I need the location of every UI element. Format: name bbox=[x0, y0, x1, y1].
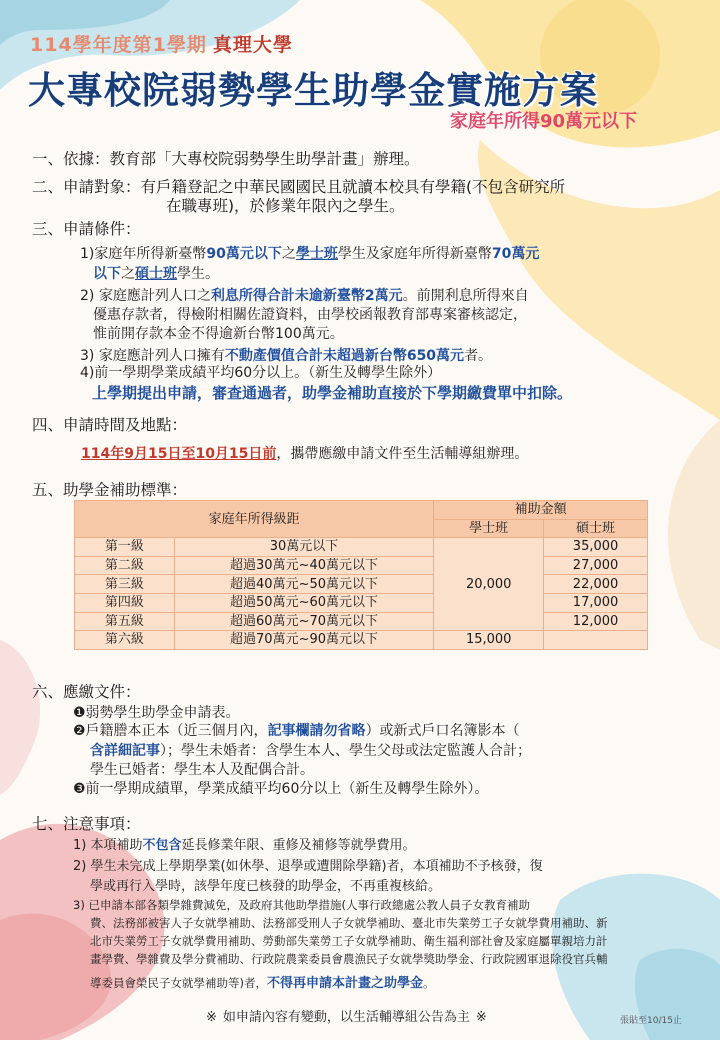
table-row bbox=[75, 538, 648, 557]
text: 之 bbox=[281, 246, 296, 262]
text: 者。 bbox=[464, 348, 493, 364]
master-amount-cell bbox=[544, 631, 648, 650]
master-amount-cell: 27,000 bbox=[544, 556, 648, 575]
section-notes-label: 七、注意事項： bbox=[32, 815, 141, 833]
level-cell: 第四級 bbox=[75, 593, 175, 612]
text: 2) 家庭應計列人口之 bbox=[80, 288, 211, 304]
master-amount-cell: 22,000 bbox=[544, 575, 648, 594]
table-header-bachelor: 學士班 bbox=[434, 519, 544, 538]
star-icon: ※ bbox=[206, 1010, 217, 1025]
section-label: 二、申請對象： bbox=[32, 178, 141, 196]
section-documents-label: 六、應繳文件： bbox=[32, 683, 141, 701]
range-cell: 超過30萬元~40萬元以下 bbox=[174, 556, 433, 575]
level-cell: 第三級 bbox=[75, 575, 175, 594]
level-cell: 第一級 bbox=[75, 538, 175, 557]
range-cell: 30萬元以下 bbox=[174, 538, 433, 557]
emphasis: 記事欄請勿省略 bbox=[267, 723, 366, 739]
table-header-income: 家庭年所得級距 bbox=[75, 501, 434, 538]
text: 之 bbox=[121, 266, 135, 282]
text: 。前開利息所得來自 bbox=[402, 288, 529, 304]
section-conditions-label: 三、申請條件： bbox=[32, 220, 141, 238]
emphasis: 含詳細記事 bbox=[90, 743, 160, 759]
table-header-amount: 補助金額 bbox=[434, 501, 648, 520]
level-cell: 第二級 bbox=[75, 556, 175, 575]
note-3-line4: 畫學費、學雜費及學分費補助、行政院農業委員會農漁民子女就學獎助學金、行政院國軍退除役官兵輔 bbox=[90, 952, 608, 966]
master-amount-cell: 35,000 bbox=[544, 538, 648, 557]
bachelor-amount-cell: 20,000 bbox=[434, 538, 544, 631]
note-2: 2) 學生未完成上學期學業(如休學、退學或遭開除學籍)者，本項補助不予核發，復 bbox=[73, 859, 543, 874]
document-2-line2 bbox=[90, 740, 531, 760]
text: ，攜帶應繳申請文件至生活輔導組辦理。 bbox=[276, 446, 529, 462]
range-cell: 超過50萬元~60萬元以下 bbox=[174, 593, 433, 612]
page-title: 大專校院弱勢學生助學金實施方案 bbox=[28, 69, 598, 112]
range-cell: 超過40萬元~50萬元以下 bbox=[174, 575, 433, 594]
note-3: 3) 已申請本部各類學雜費減免，及政府其他助學措施(人事行政總處公教人員子女教育補助 bbox=[73, 898, 530, 912]
document-1: ❶弱勢學生助學金申請表。 bbox=[73, 705, 240, 721]
semester-text: 114學年度第1學期 bbox=[30, 34, 207, 56]
emphasis: 以下 bbox=[93, 266, 121, 282]
table-header-master: 碩士班 bbox=[544, 519, 648, 538]
emphasis: 不動產價值合計未超過新台幣650萬元 bbox=[224, 348, 465, 364]
text: 學生及家庭年所得新臺幣 bbox=[337, 246, 492, 262]
text: 導委員會榮民子女就學補助等)者， bbox=[90, 976, 267, 990]
note-2-line2: 學或再行入學時，該學年度已核發的助學金，不再重複核給。 bbox=[90, 879, 442, 894]
level-cell: 第五級 bbox=[75, 612, 175, 631]
income-note: 家庭年所得90萬元以下 bbox=[450, 111, 638, 132]
section-timeplace-label: 四、申請時間及地點： bbox=[32, 416, 188, 434]
table-row bbox=[75, 556, 648, 575]
text: 學生。 bbox=[177, 266, 219, 282]
text: 延長修業年限、重修及補修等就學費用。 bbox=[181, 838, 416, 853]
emphasis: 利息所得合計未逾新臺幣2萬元 bbox=[210, 288, 403, 304]
emphasis: 不得再申請本計畫之助學金 bbox=[267, 976, 424, 991]
text: 。 bbox=[423, 976, 435, 990]
section-label: 一、依據： bbox=[32, 150, 110, 168]
emphasis: 學士班 bbox=[295, 246, 338, 262]
text: 1)家庭年所得新臺幣 bbox=[80, 246, 207, 262]
footer-notice bbox=[200, 1006, 493, 1025]
application-dates: 114年9月15日至10月15日前 bbox=[81, 446, 277, 462]
note-3-line5 bbox=[90, 972, 435, 991]
table-row bbox=[75, 575, 648, 594]
text: ）；學生未婚者：含學生本人、學生父母或法定監護人合計； bbox=[160, 743, 531, 759]
table-row bbox=[75, 593, 648, 612]
emphasis: 90萬元以下 bbox=[206, 246, 282, 262]
master-amount-cell: 12,000 bbox=[544, 612, 648, 631]
emphasis: 不包含 bbox=[142, 838, 182, 853]
level-cell: 第六級 bbox=[75, 631, 175, 650]
section-basis bbox=[32, 147, 420, 169]
section-standard-label: 五、助學金補助標準： bbox=[32, 481, 188, 499]
condition-2-line2: 優惠存款者，得檢附相關佐證資料，由學校函報教育部專案審核認定， bbox=[93, 307, 527, 323]
table-row bbox=[75, 631, 648, 650]
timeplace-text bbox=[81, 443, 528, 463]
text: 1) 本項補助 bbox=[73, 838, 143, 853]
eligibility-line2: 在職專班)，於修業年限內之學生。 bbox=[166, 197, 405, 215]
note-1 bbox=[73, 834, 416, 853]
range-cell: 超過60萬元~70萬元以下 bbox=[174, 612, 433, 631]
condition-2-line3: 惟前開存款本金不得逾新台幣100萬元。 bbox=[93, 326, 344, 342]
emphasis: 碩士班 bbox=[135, 266, 177, 282]
section-text: 教育部「大專校院弱勢學生助學計畫」辦理。 bbox=[109, 150, 420, 168]
section-text: 有戶籍登記之中華民國國民且就讀本校具有學籍(不包含研究所 bbox=[140, 178, 566, 196]
star-icon: ※ bbox=[475, 1010, 487, 1025]
master-amount-cell: 17,000 bbox=[544, 593, 648, 612]
footer-text: 如申請內容有變動，以生活輔導組公告為主 bbox=[222, 1010, 470, 1025]
text: 3) 家庭應計列人口擁有 bbox=[80, 348, 225, 364]
condition-1-line2 bbox=[93, 263, 219, 283]
note-3-line3: 北市失業勞工子女就學費用補助、勞動部失業勞工子女就學補助、衛生福利部社會及家庭屬單親培力計 bbox=[90, 934, 608, 948]
table-header-row bbox=[75, 501, 648, 520]
semester-line bbox=[30, 30, 293, 57]
university-name: 真理大學 bbox=[212, 34, 293, 56]
document-2 bbox=[73, 720, 520, 740]
condition-4: 4)前一學期學業成績平均60分以上。（新生及轉學生除外） bbox=[80, 365, 442, 381]
posting-stamp: 張貼至10/15止 bbox=[620, 1016, 682, 1026]
emphasis: 70萬元 bbox=[491, 246, 540, 262]
text: ❷戶籍謄本正本（近三個月內， bbox=[73, 723, 268, 739]
note-3-line2: 費、法務部被害人子女就學補助、法務部受刑人子女就學補助、臺北市失業勞工子女就學費用補助、新 bbox=[90, 916, 608, 930]
range-cell: 超過70萬元~90萬元以下 bbox=[174, 631, 433, 650]
text: ）或新式戶口名簿影本（ bbox=[365, 723, 520, 739]
condition-2 bbox=[80, 285, 529, 305]
document-3: ❸前一學期成績單，學業成績平均60分以上（新生及轉學生除外）。 bbox=[73, 781, 489, 797]
document-2-line3: 學生已婚者：學生本人及配偶合計。 bbox=[90, 762, 314, 778]
deduction-highlight: 上學期提出申請，審查通過者，助學金補助直接於下學期繳費單中扣除。 bbox=[92, 384, 573, 402]
table-row bbox=[75, 612, 648, 631]
condition-1 bbox=[80, 243, 539, 263]
grant-table bbox=[74, 500, 648, 650]
bachelor-amount-cell: 15,000 bbox=[434, 631, 544, 650]
